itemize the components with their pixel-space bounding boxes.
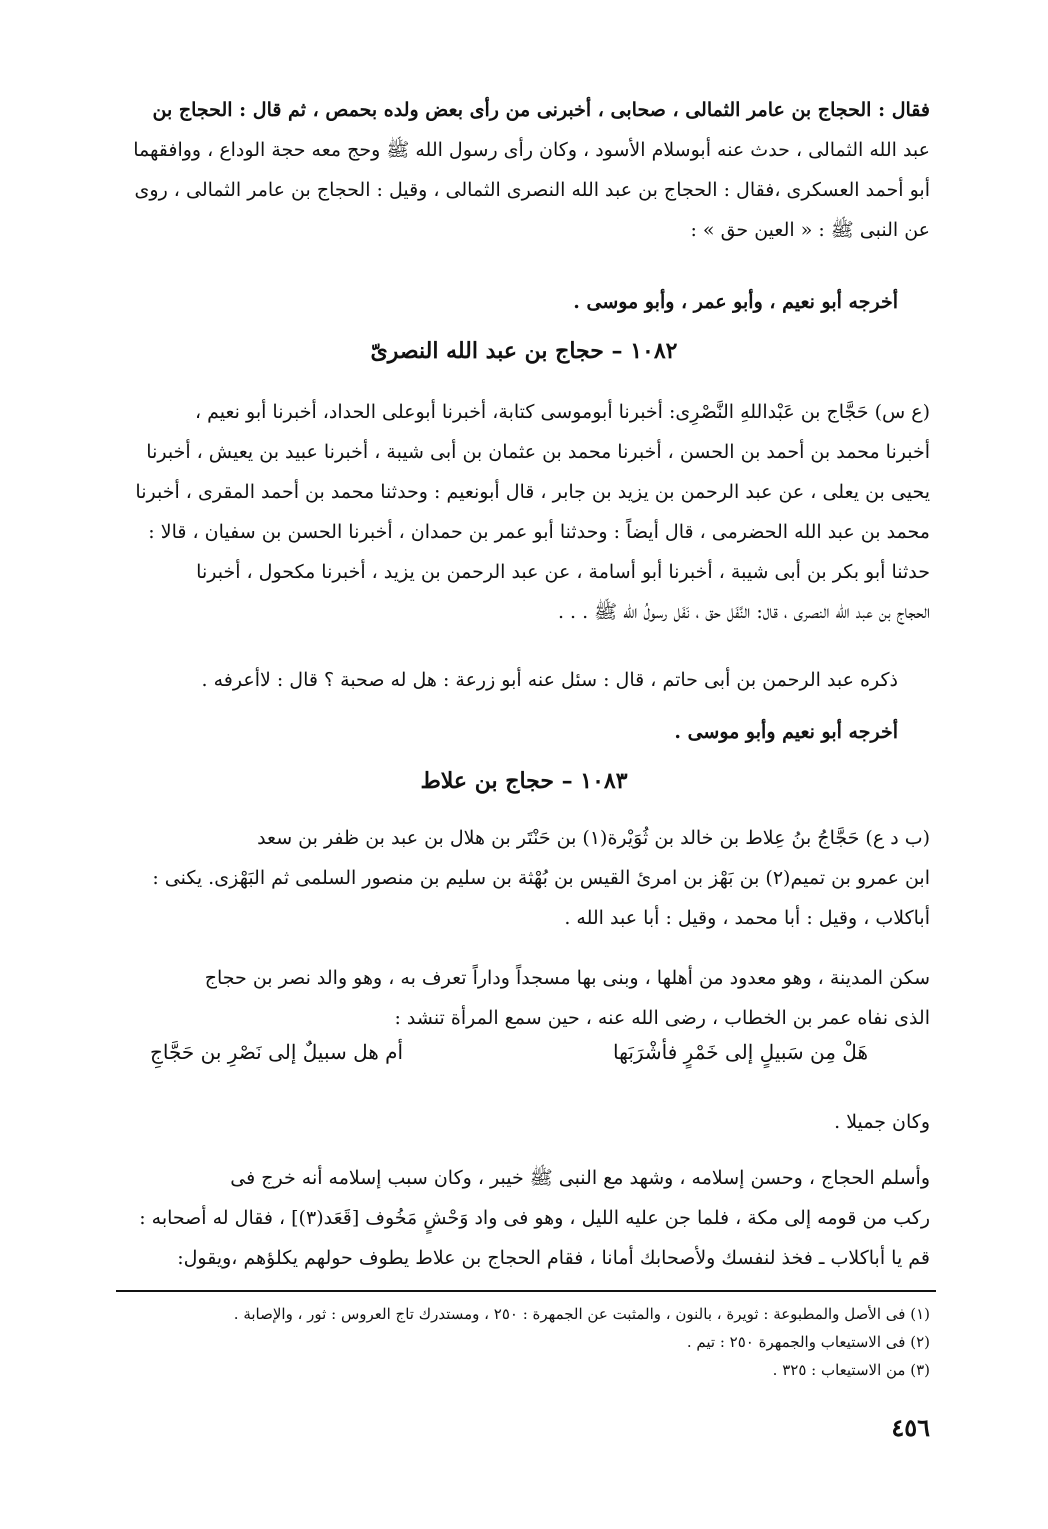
entry-1082-takhrij: أخرجه أبو نعيم وأبو موسى .	[674, 721, 898, 743]
verse-second-hemistich: أم هل سبيلٌ إلى نَصْرِ بن حَجَّاجِ	[150, 1040, 404, 1064]
intro-line-1: فقال : الحجاج بن عامر الثمالى ، صحابى ، أخبرنى من رأى بعض ولده بحمص ، ثم قال : الحجاج بن	[152, 99, 930, 121]
after-verse-text: وكان جميلا .	[834, 1111, 930, 1133]
entry-1082-line-3: يحيى بن يعلى ، عن عبد الرحمن بن يزيد بن جابر ، قال أبونعيم : وحدثنا محمد بن أحمد المقرى ، أخبرنا	[135, 481, 930, 503]
intro-takhrij: أخرجه أبو نعيم ، وأبو عمر ، وأبو موسى .	[573, 291, 898, 313]
entry-1083-paragraph-2	[72, 958, 930, 1038]
paragraph-2-line-2: الذى نفاه عمر بن الخطاب ، رضى الله عنه ، حين سمع المرأة تنشد :	[394, 1007, 930, 1029]
paragraph-3-line-2: ركب من قومه إلى مكة ، فلما جن عليه الليل ، وهو فى واد وَحْشٍ مَخُوف [قَعَد(٣)] ، فقال له أصحابه :	[139, 1207, 930, 1229]
entry-1082-heading: ١٠٨٢ – حجاج بن عبد الله النصرىّ	[370, 338, 678, 364]
intro-paragraph	[72, 90, 930, 250]
entry-1083-paragraph-3	[72, 1158, 930, 1278]
intro-line-3: أبو أحمد العسكرى ،فقال : الحجاج بن عبد الله النصرى الثمالى ، وقيل : الحجاج بن عامر الثمالى ، روى	[134, 179, 930, 201]
entry-1082-line-4: محمد بن عبد الله الحضرمى ، قال أيضاً : وحدثنا أبو عمر بن حمدان ، أخبرنا الحسن بن سفيان ، قالا :	[148, 521, 930, 543]
intro-line-4: عن النبى ﷺ : « العين حق » :	[690, 219, 930, 241]
intro-takhrij-block	[72, 282, 898, 322]
entry-1082-note: ذكره عبد الرحمن بن أبى حاتم ، قال : سئل عنه أبو زرعة : هل له صحبة ؟ قال : لاأعرفه .	[201, 669, 898, 691]
paragraph-2-line-1: سكن المدينة ، وهو معدود من أهلها ، وبنى بها مسجداً وداراً تعرف به ، وهو والد نصر بن حجاج	[204, 967, 930, 989]
poetry-verse	[150, 1040, 868, 1082]
page-number: ٤٥٦	[891, 1413, 930, 1442]
entry-1082-line-1: (ع س) حَجَّاج بن عَبْداللهِ النَّصْرِى: أخبرنا أبوموسى كتابة، أخبرنا أبوعلى الحداد، أخبرنا أبو نعيم ،	[194, 401, 930, 423]
entry-1083-body	[72, 818, 930, 938]
footnotes	[80, 1300, 930, 1384]
entry-1083-line-3: أباكلاب ، وقيل : أبا محمد ، وقيل : أبا عبد الله .	[564, 907, 930, 929]
after-verse-block	[72, 1102, 930, 1142]
entry-1082-line-2: أخبرنا محمد بن أحمد بن الحسن ، أخبرنا محمد بن عثمان بن أبى شيبة ، أخبرنا عبيد بن يعيش ، أخبرنا	[146, 441, 930, 463]
footnote-3: (٣) من الاستيعاب : ٣٢٥ .	[772, 1361, 930, 1379]
entry-1083-line-1: (ب د ع) حَجَّاجُ بنُ عِلاط بن خالد بن ثُوَيْرة(١) بن حَنْتَر بن هلال بن عبد بن ظفر بن سعد	[257, 827, 930, 849]
paragraph-3-line-1: وأسلم الحجاج ، وحسن إسلامه ، وشهد مع النبى ﷺ خيبر ، وكان سبب إسلامه أنه خرج فى	[230, 1167, 930, 1189]
footnote-1: (١) فى الأصل والمطبوعة : ثويرة ، بالنون ، والمثبت عن الجمهرة : ٢٥٠ ، ومستدرك تاج العروس : ثور ، والإصابة .	[233, 1305, 930, 1323]
footnote-2: (٢) فى الاستيعاب والجمهرة ٢٥٠ : تيم .	[686, 1333, 930, 1351]
entry-1082-line-5: حدثنا أبو بكر بن أبى شيبة ، أخبرنا أبو أسامة ، عن عبد الرحمن بن يزيد ، أخبرنا مكحول ، أخبرنا	[196, 561, 930, 583]
entry-1082-takhrij-block	[72, 712, 898, 752]
entry-1083-heading: ١٠٨٣ – حجاج بن علاط	[420, 768, 628, 794]
verse-first-hemistich: هَلْ مِن سَبيلٍ إلى خَمْرٍ فأشْرَبَها	[613, 1040, 868, 1064]
entry-1082-line-6: الحجاج بن عبد الله النصرى ، قال: النَّفَل حق ، نَفَل رسولُ الله ﷺ . . .	[557, 601, 930, 623]
entry-1082-note-block	[72, 660, 898, 700]
intro-line-2: عبد الله الثمالى ، حدث عنه أبوسلام الأسود ، وكان رأى رسول الله ﷺ وحج معه حجة الوداع ، ووافقهما	[133, 139, 930, 161]
entry-1082-body	[72, 392, 930, 632]
entry-1083-line-2: ابن عمرو بن تميم(٢) بن بَهْز بن امرئ القيس بن بُهْثة بن سليم بن منصور السلمى ثم البَهْزى. يكنى :	[152, 867, 930, 889]
paragraph-3-line-3: قم يا أباكلاب ـ فخذ لنفسك ولأصحابك أمانا ، فقام الحجاج بن علاط يطوف حولهم يكلؤهم ،ويقول:	[177, 1247, 930, 1269]
footnote-divider	[116, 1290, 936, 1292]
